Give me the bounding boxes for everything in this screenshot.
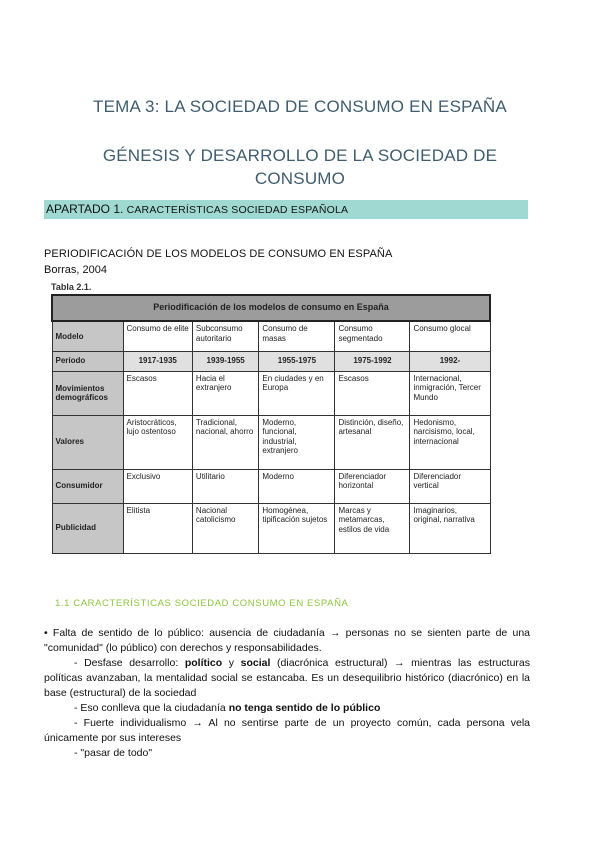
table-label: Tabla 2.1.: [51, 282, 92, 292]
row-label: Valores: [52, 415, 123, 469]
table-cell: Diferenciador vertical: [410, 469, 490, 503]
paragraph: - Fuerte individualismo → Al no sentirse parte de un proyecto común, cada persona vela únicamente por sus intereses: [44, 717, 530, 744]
table-cell: 1917-1935: [123, 351, 192, 371]
body-text: [44, 626, 530, 761]
document-subtitle: [0, 144, 600, 190]
table-row: [52, 503, 490, 553]
table-cell: 1955-1975: [259, 351, 335, 371]
text-run: y: [222, 657, 241, 669]
table-cell: Exclusivo: [123, 469, 192, 503]
paragraph: [44, 656, 530, 701]
section-banner: [44, 200, 528, 219]
table-cell: Moderno: [259, 469, 335, 503]
row-label: Período: [52, 351, 123, 371]
table-cell: Tradicional, nacional, ahorro: [192, 415, 258, 469]
section-heading: PERIODIFICACIÓN DE LOS MODELOS DE CONSUMO EN ESPAÑA: [44, 248, 393, 260]
table-cell: Diferenciador horizontal: [335, 469, 410, 503]
table-header: Periodificación de los modelos de consumo en España: [52, 295, 490, 321]
text-run: - Desfase desarrollo:: [74, 657, 185, 669]
paragraph: [44, 701, 530, 716]
table-row: [52, 351, 490, 371]
table-cell: Subconsumo autoritario: [192, 321, 258, 351]
table-cell: Internacional, inmigración, Tercer Mundo: [410, 371, 490, 415]
table-cell: Distinción, diseño, artesanal: [335, 415, 410, 469]
row-label: Movimientos demográficos: [52, 371, 123, 415]
author-citation: Borras, 2004: [44, 264, 107, 276]
table-cell: Hedonismo, narcisismo, local, internacional: [410, 415, 490, 469]
table-cell: Nacional catolicismo: [192, 503, 258, 553]
table-cell: Consumo de masas: [259, 321, 335, 351]
banner-part-1: APARTADO 1.: [46, 202, 124, 216]
subtitle-line-1: GÉNESIS Y DESARROLLO DE LA SOCIEDAD DE: [102, 146, 498, 165]
paragraph: - "pasar de todo": [74, 747, 153, 759]
row-label: Consumidor: [52, 469, 123, 503]
table-cell: Consumo segmentado: [335, 321, 410, 351]
table-cell: 1939-1955: [192, 351, 258, 371]
bold-text: social: [240, 657, 271, 669]
subtitle-line-2: CONSUMO: [254, 169, 346, 188]
banner-part-2: CARACTERÍSTICAS SOCIEDAD ESPAÑOLA: [126, 204, 349, 216]
paragraph: • Falta de sentido de lo público: ausencia de ciudadanía → personas no se sienten parte de una "comunidad" (lo público) con derechos y responsabilidades.: [44, 627, 530, 654]
table-cell: En ciudades y en Europa: [259, 371, 335, 415]
table-cell: Homogénea, tipificación sujetos: [259, 503, 335, 553]
table-cell: Marcas y metamarcas, estilos de vida: [335, 503, 410, 553]
table-row: [52, 415, 490, 469]
text-run: (diacrónica estructural) → mientras las estructuras políticas avanzaban, la mentalidad social se estancaba. Es un desequilibrio histórico (diacrónico) en la base (estructural) de la sociedad: [44, 657, 531, 699]
table-cell: Hacia el extranjero: [192, 371, 258, 415]
table-row: [52, 469, 490, 503]
table-cell: Consumo glocal: [410, 321, 490, 351]
bold-text: no tenga sentido de lo público: [228, 702, 381, 714]
table-row: [52, 371, 490, 415]
table-cell: Imaginarios, original, narrativa: [410, 503, 490, 553]
table-cell: 1975-1992: [335, 351, 410, 371]
table-cell: Elitista: [123, 503, 192, 553]
table-cell: Aristocráticos, lujo ostentoso: [123, 415, 192, 469]
table-cell: Moderno, funcional, industrial, extranjero: [259, 415, 335, 469]
table-cell: Escasos: [335, 371, 410, 415]
table-header-row: [52, 295, 490, 321]
subsection-heading: 1.1 CARACTERÍSTICAS SOCIEDAD CONSUMO EN ESPAÑA: [55, 598, 349, 609]
table-cell: Escasos: [123, 371, 192, 415]
table-cell: Consumo de elite: [123, 321, 192, 351]
periodization-table: [51, 294, 491, 554]
row-label: Modelo: [52, 321, 123, 351]
table-cell: 1992-: [410, 351, 490, 371]
bold-text: político: [184, 657, 223, 669]
document-title: TEMA 3: LA SOCIEDAD DE CONSUMO EN ESPAÑA: [93, 97, 507, 116]
table-row: [52, 321, 490, 351]
row-label: Publicidad: [52, 503, 123, 553]
text-run: - Eso conlleva que la ciudadanía: [74, 702, 229, 714]
table-cell: Utilitario: [192, 469, 258, 503]
